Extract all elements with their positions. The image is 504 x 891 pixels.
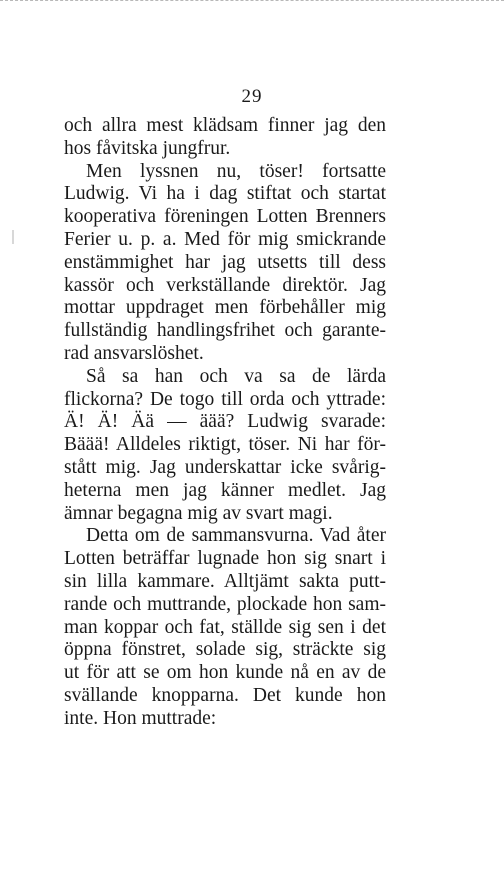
text-line: Ferier u. p. a. Med för mig smickrande [64,228,386,250]
text-line: rad ansvarslöshet. [64,342,204,364]
text-line: Bäää! Alldeles riktigt, töser. Ni har för- [64,434,386,456]
top-page-edge [0,0,504,3]
text-line: hos fåvitska jungfrur. [64,137,231,159]
text-line: Ä! Ä! Ää — äää? Ludwig svarade: [64,411,386,433]
paragraph [64,525,386,730]
paragraph [64,161,386,366]
text-line: Detta om de sammansvurna. Vad åter [86,525,386,547]
text-line: kooperativa föreningen Lotten Brenners [64,206,386,228]
text-line: Lotten beträffar lugnade hon sig snart i [64,548,386,570]
text-line: rande och muttrande, plockade hon sam- [64,593,386,615]
text-line: sin lilla kammare. Alltjämt sakta putt- [64,570,386,592]
text-line: stått mig. Jag underskattar icke svårig- [64,456,386,478]
text-line: fullständig handlingsfrihet och garante- [64,320,386,342]
paragraph [64,115,386,161]
text-line: inte. Hon muttrade: [64,707,217,729]
text-line: och allra mest klädsam finner jag den [64,115,386,136]
margin-mark [12,230,14,244]
paragraph [64,366,386,526]
text-line: enstämmighet har jag utsetts till dess [64,251,386,273]
text-line: heterna men jag känner medlet. Jag [64,479,386,501]
text-line: Men lyssnen nu, töser! fortsatte [86,160,386,182]
text-line: öppna fönstret, solade sig, sträckte sig [64,639,386,661]
text-line: Ludwig. Vi ha i dag stiftat och startat [64,183,386,205]
page-number: 29 [241,86,263,107]
body-text [64,115,386,731]
text-line: mottar uppdraget men förbehåller mig [64,297,386,319]
text-line: Så sa han och va sa de lärda [86,365,386,387]
text-line: svällande knopparna. Det kunde hon [64,684,386,706]
text-line: man koppar och fat, ställde sig sen i det [64,616,386,638]
text-line: ämnar begagna mig av svart magi. [64,502,333,524]
text-line: kassör och verkställande direktör. Jag [64,274,386,296]
text-line: ut för att se om hon kunde nå en av de [64,662,386,684]
text-line: flickorna? De togo till orda och yttrade: [64,388,386,410]
